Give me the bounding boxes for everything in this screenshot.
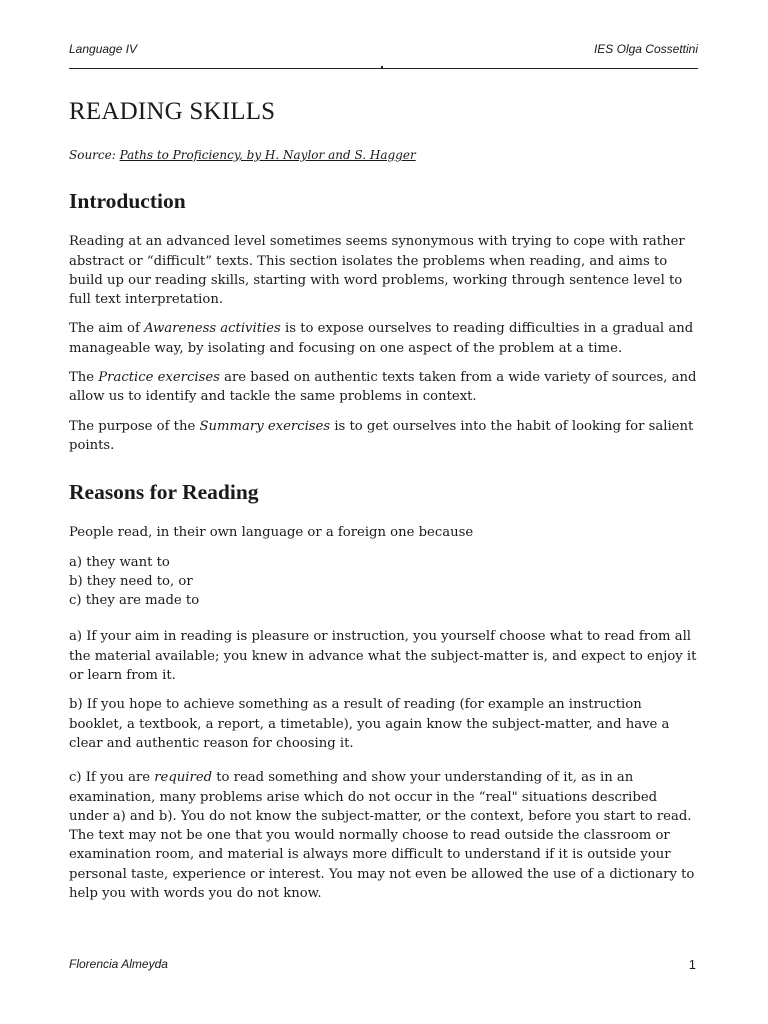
reasons-list xyxy=(69,553,699,611)
list-item: c) they are made to xyxy=(69,593,200,609)
reason-b-paragraph: b) If you hope to achieve something as a result of reading (for example an instruction booklet, a textbook, a report, a timetable), you again know the subject-matter, and have a clear and authentic reason for choosing it. xyxy=(69,697,670,751)
intro-paragraph-3: The Practice exercises are based on authentic texts taken from a wide variety of sources, and allow us to identify and tackle the same problems in context. xyxy=(69,370,697,405)
footer-author: Florencia Almeyda xyxy=(69,957,168,971)
intro-paragraph-4: The purpose of the Summary exercises is to get ourselves into the habit of looking for salient points. xyxy=(69,418,694,453)
page-header xyxy=(69,40,698,69)
reason-c-paragraph: c) If you are required to read something and show your understanding of it, as in an examination, many problems arise which do not occur in the “real" situations described under a) and b). You do not know the subject-matter, or the context, before you start to read. The text may not be one that you would normally choose to read outside the classroom or examination room, and material is always more difficult to understand if it is outside your personal taste, experience or interest. You may not even be allowed the use of a dictionary to help you with words you do not know. xyxy=(69,770,695,902)
intro-heading: Introduction xyxy=(69,189,186,214)
practice-term: Practice exercises xyxy=(98,370,220,386)
header-institution: IES Olga Cossettini xyxy=(593,42,698,56)
header-course: Language IV xyxy=(69,42,138,56)
list-item: a) they want to xyxy=(69,554,170,570)
list-item: b) they need to, or xyxy=(69,573,193,589)
summary-term: Summary exercises xyxy=(199,418,331,434)
document-body xyxy=(69,98,699,913)
awareness-term: Awareness activities xyxy=(144,321,281,337)
reasons-lead: People read, in their own language or a foreign one because xyxy=(69,525,474,541)
intro-paragraph-2: The aim of Awareness activities is to expose ourselves to reading difficulties in a gradual and manageable way, by isolating and focusing on one aspect of the problem at a time. xyxy=(69,321,694,356)
page-title: READING SKILLS xyxy=(69,98,276,125)
source-label: Source: xyxy=(69,148,116,162)
intro-paragraph-1: Reading at an advanced level sometimes seems synonymous with trying to cope with rather abstract or “difficult” texts. This section isolates the problems when reading, and aims to build up our reading skills, starting with word problems, working through sentence level to full text interpretation. xyxy=(69,234,685,308)
header-rule-mark xyxy=(381,66,383,69)
page-number: 1 xyxy=(688,957,696,972)
source-link[interactable]: Paths to Proficiency, by H. Naylor and S. Hagger xyxy=(119,148,416,162)
required-term: required xyxy=(154,770,213,786)
source-line xyxy=(69,146,699,165)
reasons-heading: Reasons for Reading xyxy=(69,480,259,505)
reason-a-paragraph: a) If your aim in reading is pleasure or instruction, you yourself choose what to read from all the material available; you knew in advance what the subject-matter is, and expect to enjoy it or learn from it. xyxy=(69,629,697,684)
